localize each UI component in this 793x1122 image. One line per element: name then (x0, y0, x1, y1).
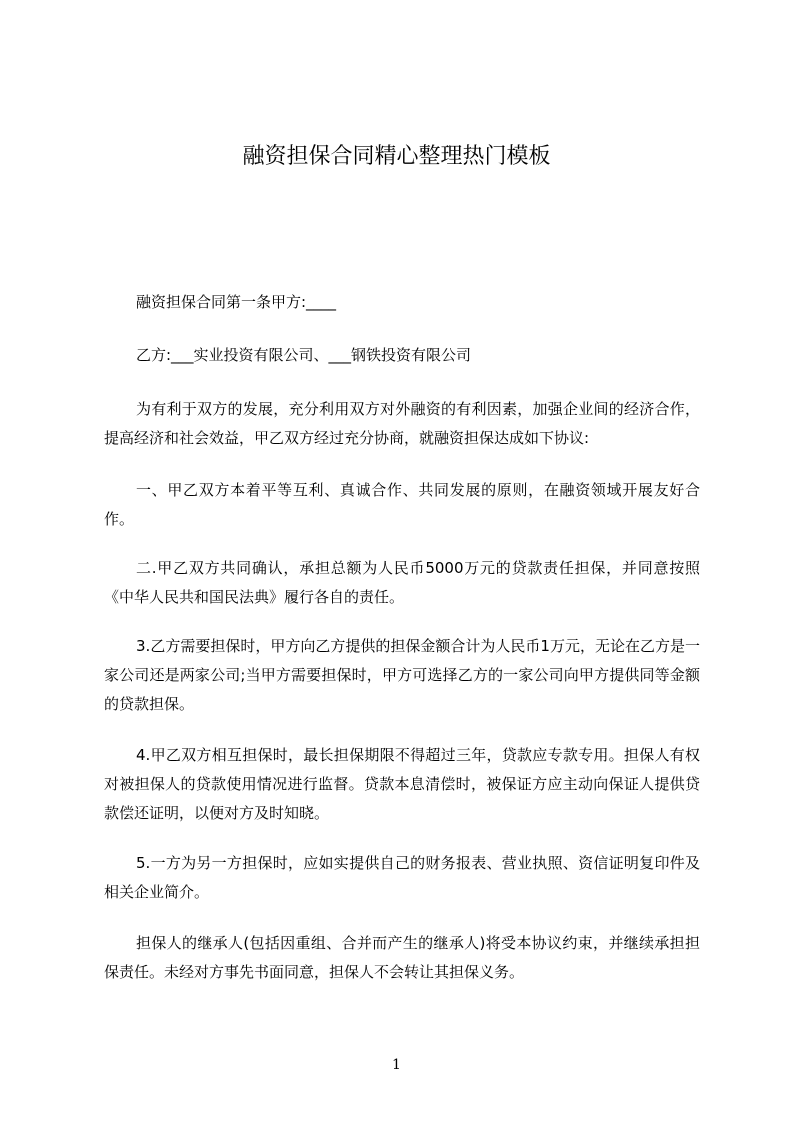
paragraph-clause-3: 3.乙方需要担保时，甲方向乙方提供的担保金额合计为人民币1万元，无论在乙方是一家公司还是两家公司;当甲方需要担保时，甲方可选择乙方的一家公司向甲方提供同等金额的贷款担保。 (104, 637, 700, 713)
paragraph-clause-4: 4.甲乙双方相互担保时，最长担保期限不得超过三年，贷款应专款专用。担保人有权对被担保人的贷款使用情况进行监督。贷款本息清偿时，被保证方应主动向保证人提供贷款偿还证明，以便对方及时知晓。 (104, 746, 700, 822)
paragraph-successors: 担保人的继承人(包括因重组、合并而产生的继承人)将受本协议约束，并继续承担担保责任。未经对方事先书面同意，担保人不会转让其担保义务。 (104, 934, 700, 981)
paragraph-clause-5: 5.一方为另一方担保时，应如实提供自己的财务报表、营业执照、资信证明复印件及相关企业简介。 (104, 854, 700, 901)
document-title: 融资担保合同精心整理热门模板 (242, 144, 551, 169)
paragraph-preamble: 为有利于双方的发展，充分利用双方对外融资的有利因素，加强企业间的经济合作，提高经济和社会效益，甲乙双方经过充分协商，就融资担保达成如下协议: (104, 400, 700, 447)
paragraph-party-b: 乙方:___实业投资有限公司、___钢铁投资有限公司 (136, 346, 472, 364)
paragraph-party-a: 融资担保合同第一条甲方:____ (136, 293, 337, 311)
paragraph-clause-2: 二.甲乙双方共同确认，承担总额为人民币5000万元的贷款责任担保，并同意按照《中华人民共和国民法典》履行各自的责任。 (104, 559, 700, 606)
page-number: 1 (392, 1057, 401, 1073)
paragraph-clause-1: 一、甲乙双方本着平等互利、真诚合作、共同发展的原则，在融资领域开展友好合作。 (104, 481, 700, 528)
